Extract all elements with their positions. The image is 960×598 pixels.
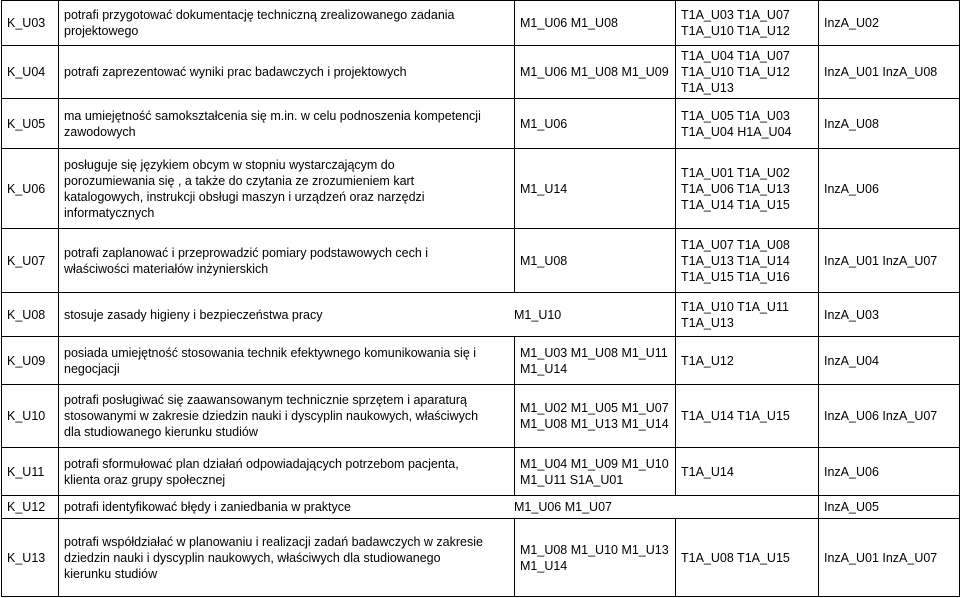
- module-codes: M1_U03 M1_U08 M1_U11 M1_U14: [515, 337, 676, 385]
- module-codes: M1_U08: [515, 229, 676, 293]
- outcome-code: K_U08: [2, 293, 59, 337]
- t1a-codes: T1A_U08 T1A_U15: [676, 519, 819, 597]
- table-row: [2, 99, 960, 149]
- table-row: [2, 385, 960, 448]
- outcome-code: K_U12: [2, 496, 59, 519]
- inza-codes: InzA_U04: [819, 337, 960, 385]
- module-codes: M1_U02 M1_U05 M1_U07 M1_U08 M1_U13 M1_U14: [515, 385, 676, 448]
- outcome-description-and-modules: stosuje zasady higieny i bezpieczeństwa pracy M1_U10: [59, 293, 676, 337]
- learning-outcomes-table: [1, 0, 960, 597]
- module-codes: M1_U06 M1_U08: [515, 1, 676, 46]
- module-codes: M1_U04 M1_U09 M1_U10 M1_U11 S1A_U01: [515, 448, 676, 496]
- t1a-codes: T1A_U03 T1A_U07 T1A_U10 T1A_U12: [676, 1, 819, 46]
- outcome-code: K_U11: [2, 448, 59, 496]
- outcome-description: potrafi zaplanować i przeprowadzić pomiary podstawowych cech i właściwości materiałów inżynierskich: [59, 229, 515, 293]
- inza-codes: InzA_U01 InzA_U08: [819, 46, 960, 99]
- outcome-description: potrafi zaprezentować wyniki prac badawczych i projektowych: [59, 46, 515, 99]
- table-row: [2, 1, 960, 46]
- inza-codes: InzA_U01 InzA_U07: [819, 519, 960, 597]
- module-codes: M1_U06: [515, 99, 676, 149]
- t1a-codes: T1A_U12: [676, 337, 819, 385]
- table-row: [2, 496, 960, 519]
- inza-codes: InzA_U06: [819, 149, 960, 229]
- outcome-code: K_U09: [2, 337, 59, 385]
- outcome-code: K_U05: [2, 99, 59, 149]
- t1a-codes: T1A_U04 T1A_U07 T1A_U10 T1A_U12 T1A_U13: [676, 46, 819, 99]
- outcome-code: K_U03: [2, 1, 59, 46]
- t1a-codes: T1A_U14: [676, 448, 819, 496]
- t1a-codes: T1A_U07 T1A_U08 T1A_U13 T1A_U14 T1A_U15 T1A_U16: [676, 229, 819, 293]
- inza-codes: InzA_U06 InzA_U07: [819, 385, 960, 448]
- outcome-description: potrafi współdziałać w planowaniu i realizacji zadań badawczych w zakresie dziedzin nauki i dyscyplin naukowych, właściwych dla studiowanego kierunku studiów: [59, 519, 515, 597]
- outcome-description: stosuje zasady higieny i bezpieczeństwa pracy: [64, 307, 323, 322]
- outcome-description: posiada umiejętność stosowania technik efektywnego komunikowania się i negocjacji: [59, 337, 515, 385]
- module-codes: M1_U08 M1_U10 M1_U13 M1_U14: [515, 519, 676, 597]
- outcome-code: K_U04: [2, 46, 59, 99]
- inza-codes: InzA_U08: [819, 99, 960, 149]
- outcome-code: K_U07: [2, 229, 59, 293]
- table-row: [2, 293, 960, 337]
- module-codes: M1_U14: [515, 149, 676, 229]
- table-row: [2, 149, 960, 229]
- outcome-description: ma umiejętność samokształcenia się m.in. w celu podnoszenia kompetencji zawodowych: [59, 99, 515, 149]
- t1a-codes: T1A_U01 T1A_U02 T1A_U06 T1A_U13 T1A_U14 T1A_U15: [676, 149, 819, 229]
- outcome-description: potrafi przygotować dokumentację techniczną zrealizowanego zadania projektowego: [59, 1, 515, 46]
- table-row: [2, 229, 960, 293]
- outcome-code: K_U06: [2, 149, 59, 229]
- outcome-description: posługuje się językiem obcym w stopniu wystarczającym do porozumiewania się , a także do czytania ze zrozumieniem kart katalogowych, instrukcji obsługi maszyn i urządzeń oraz narzędzi informatycznych: [59, 149, 515, 229]
- t1a-codes: T1A_U05 T1A_U03 T1A_U04 H1A_U04: [676, 99, 819, 149]
- table-row: [2, 448, 960, 496]
- outcome-description: potrafi identyfikować błędy i zaniedbania w praktyce: [64, 500, 351, 514]
- table-row: [2, 337, 960, 385]
- t1a-codes: T1A_U10 T1A_U11 T1A_U13: [676, 293, 819, 337]
- inza-codes: InzA_U02: [819, 1, 960, 46]
- inza-codes: InzA_U05: [819, 496, 960, 519]
- inza-codes: InzA_U03: [819, 293, 960, 337]
- outcome-code: K_U10: [2, 385, 59, 448]
- t1a-codes: T1A_U14 T1A_U15: [676, 385, 819, 448]
- table-row: [2, 519, 960, 597]
- table-row: [2, 46, 960, 99]
- module-codes: M1_U06 M1_U08 M1_U09: [515, 46, 676, 99]
- outcome-description: potrafi posługiwać się zaawansowanym technicznie sprzętem i aparaturą stosowanymi w zakresie dziedzin nauki i dyscyplin naukowych, właściwych dla studiowanego kierunku studiów: [59, 385, 515, 448]
- outcome-description-and-modules: potrafi identyfikować błędy i zaniedbania w praktyce M1_U06 M1_U07: [59, 496, 819, 519]
- outcome-description: potrafi sformułować plan działań odpowiadających potrzebom pacjenta, klienta oraz grupy społecznej: [59, 448, 515, 496]
- outcome-code: K_U13: [2, 519, 59, 597]
- inza-codes: InzA_U01 InzA_U07: [819, 229, 960, 293]
- inza-codes: InzA_U06: [819, 448, 960, 496]
